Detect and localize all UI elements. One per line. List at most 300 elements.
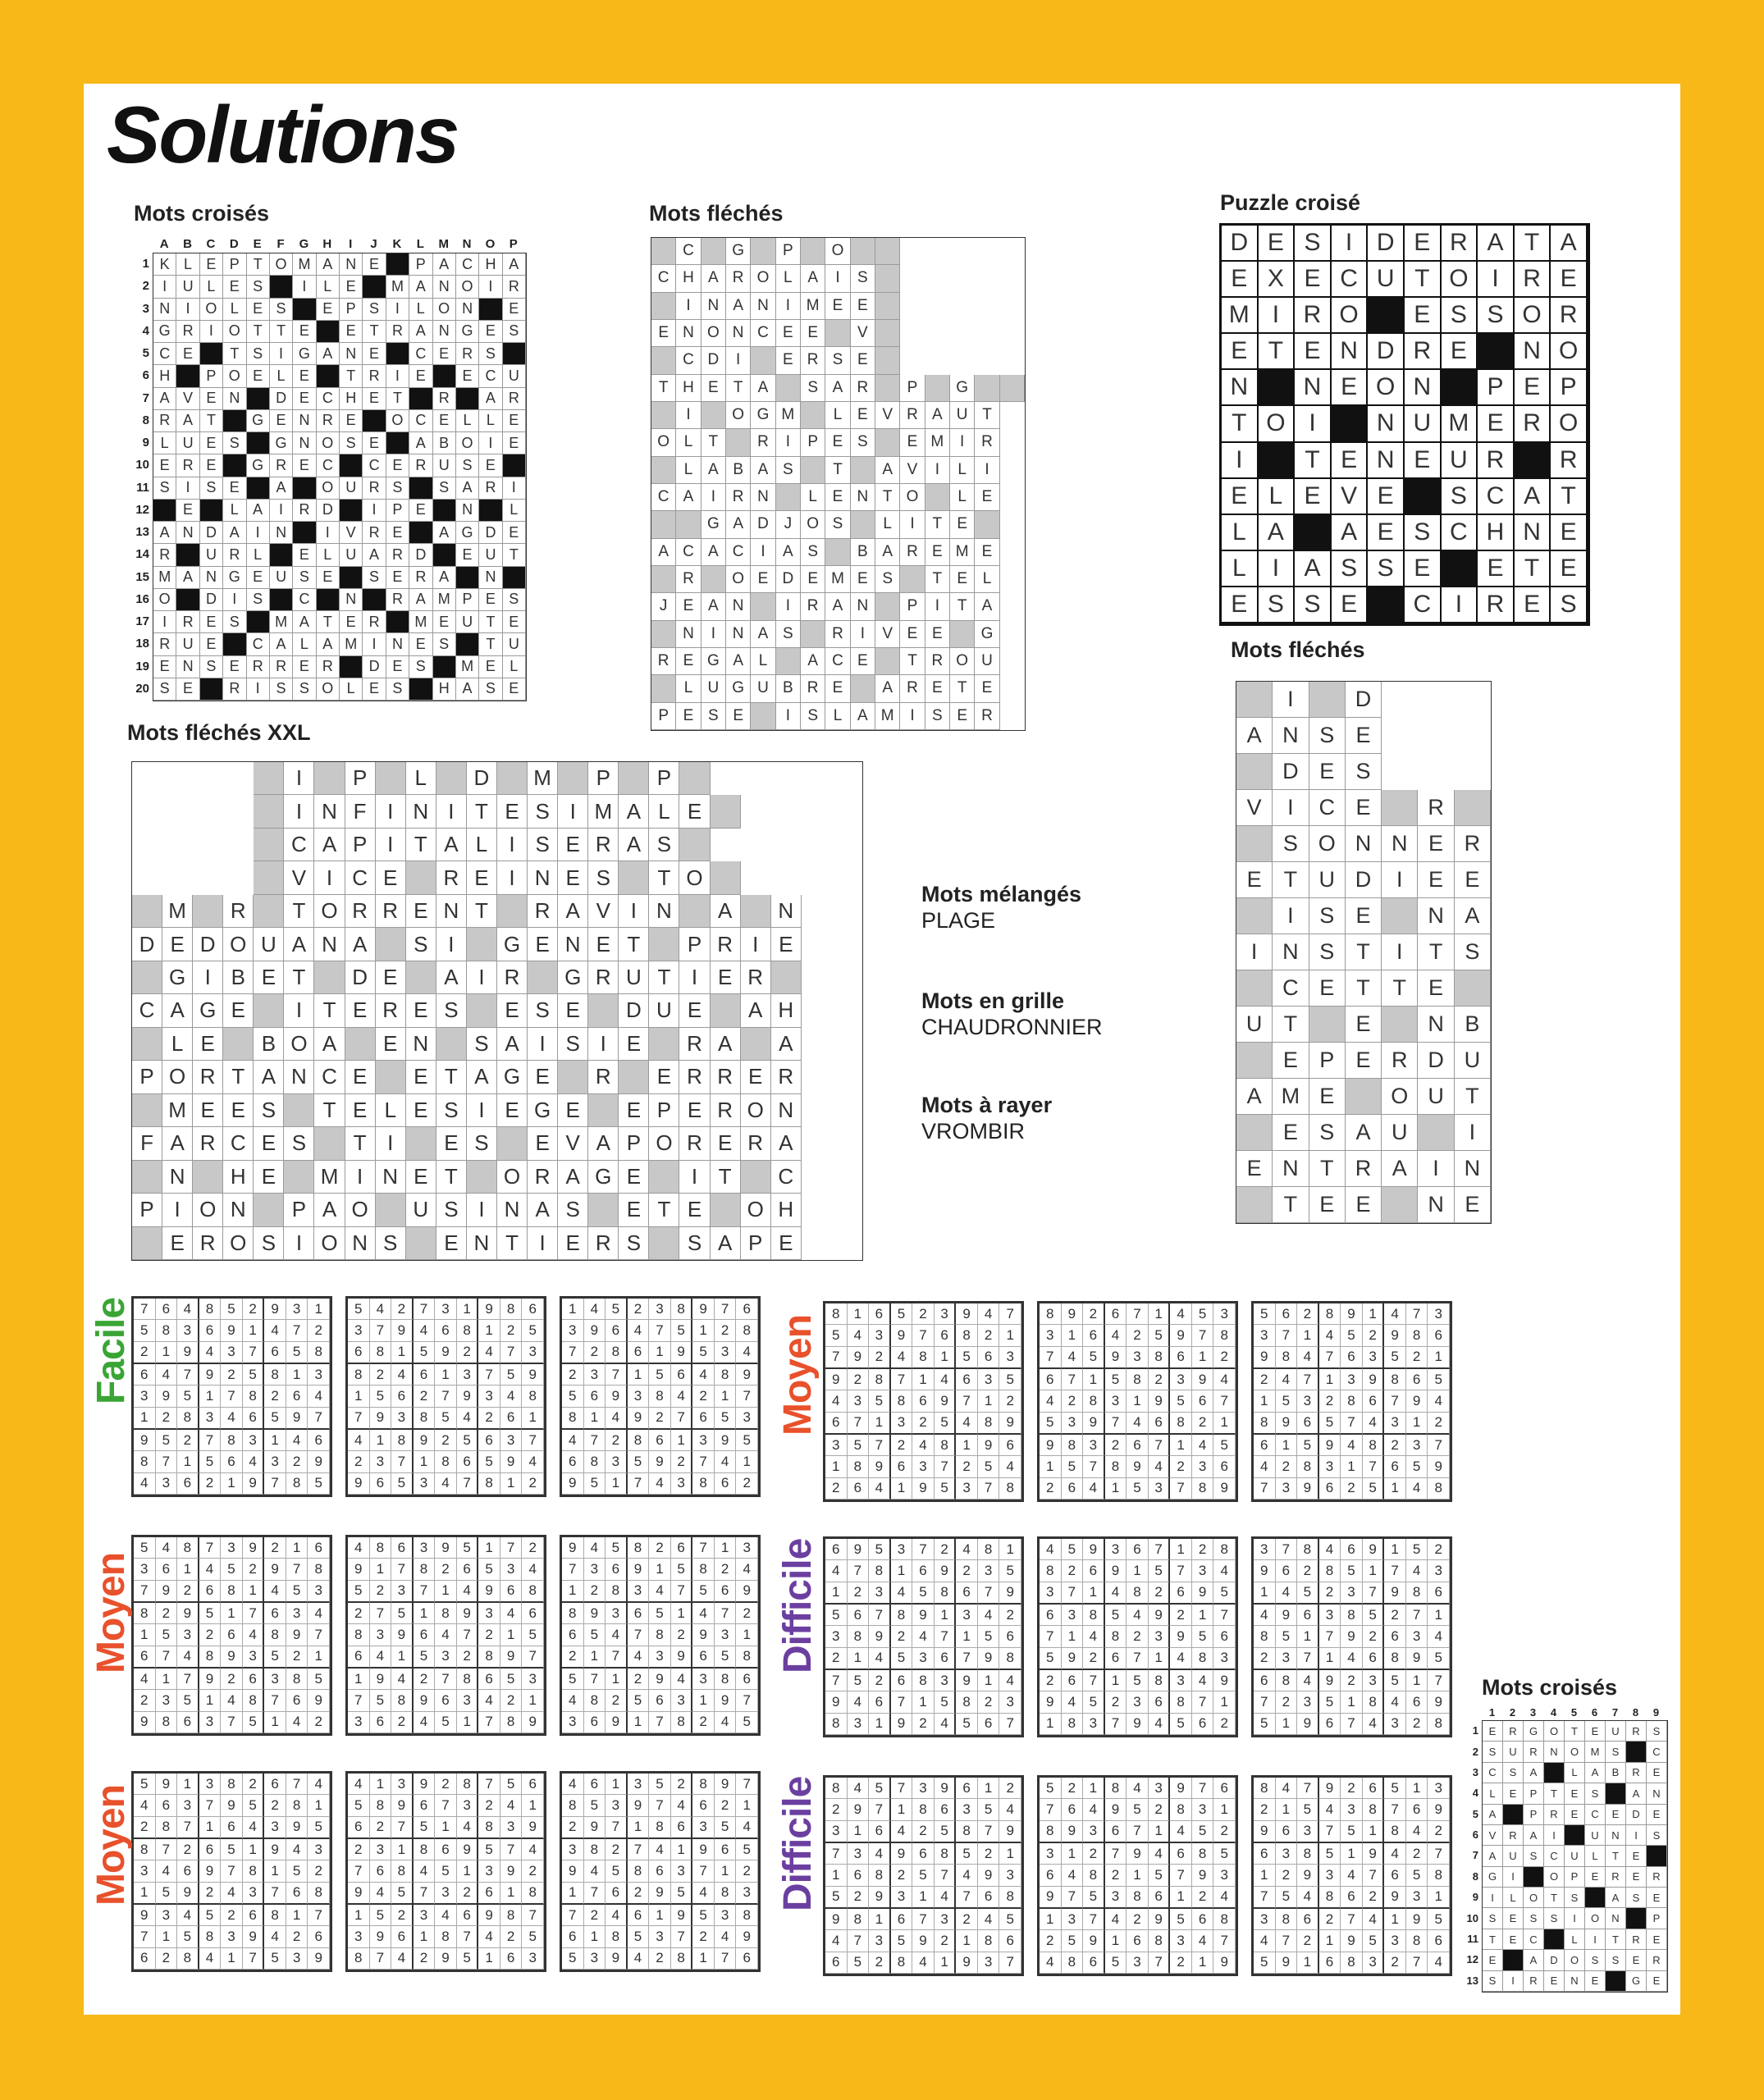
sudoku-cell: 2: [671, 1451, 693, 1472]
sudoku-cell: 9: [999, 1413, 1021, 1435]
sudoku-cell: 4: [370, 1883, 392, 1905]
sudoku-cell: 7: [177, 1669, 199, 1690]
arrow-words-grid-blank-area: [925, 265, 950, 292]
sudoku-cell: 1: [1062, 1843, 1084, 1865]
crossword-grid-cell: U: [176, 432, 199, 454]
xxl-grid-cell: R: [376, 895, 406, 928]
arrow-words-grid-cell: E: [825, 484, 850, 511]
crossword-small-grid-cell: S: [1524, 1908, 1544, 1929]
arrow-words-grid-cell: L: [676, 457, 701, 484]
sudoku-cell: 1: [1341, 1691, 1363, 1713]
arrow-words-grid-cell: C: [751, 320, 775, 347]
sudoku-cell: 1: [1297, 1325, 1319, 1346]
sudoku-cell: 6: [1192, 1390, 1214, 1412]
crossword-grid-cell: D: [317, 500, 340, 522]
sudoku-cell: 6: [825, 1952, 848, 1974]
sudoku-cell: 2: [370, 1817, 392, 1839]
arrow-words-2-grid-cell: A: [1455, 898, 1491, 934]
sudoku-cell: 5: [348, 1795, 370, 1816]
sudoku-cell: 6: [1170, 1843, 1192, 1865]
arrow-words-2-grid-clue-cell: [1236, 826, 1273, 862]
sudoku-cell: 6: [825, 1539, 848, 1560]
crossword-grid-black-cell: [433, 544, 456, 566]
crossword-grid-cell: R: [409, 567, 432, 589]
arrow-words-2-grid-cell: S: [1309, 718, 1346, 754]
sudoku-cell: 5: [1149, 1865, 1171, 1886]
puzzle-grid-cell: E: [1332, 587, 1369, 623]
xxl-grid-cell: I: [467, 961, 497, 994]
sudoku-cell: 6: [1213, 1778, 1236, 1799]
sudoku-cell: 8: [478, 1646, 500, 1669]
sudoku-cell: 4: [978, 1605, 1000, 1626]
crossword-small-grid-cell: S: [1503, 1763, 1524, 1783]
xxl-grid-cell: S: [436, 994, 467, 1027]
xxl-grid-cell: N: [528, 861, 558, 894]
sudoku-cell: 2: [1170, 1456, 1192, 1477]
sudoku-cell: 8: [435, 1603, 457, 1624]
xxl-grid-cell: C: [314, 1061, 345, 1093]
crossword-grid-cell: R: [456, 343, 479, 365]
sudoku-cell: 6: [1040, 1605, 1062, 1626]
sudoku-cell: 8: [156, 1817, 178, 1839]
crossword-grid-cell: D: [270, 388, 293, 410]
sudoku-cell: 4: [628, 1948, 650, 1970]
arrow-words-grid-cell: A: [801, 648, 825, 675]
crossword-small-row-label: 6: [1472, 1828, 1478, 1842]
crossword-grid-cell: R: [176, 611, 199, 633]
crossword-grid-cell: P: [200, 365, 223, 387]
xxl-grid-cell: F: [132, 1127, 162, 1160]
sudoku-cell: 8: [391, 1430, 414, 1451]
arrow-words-grid-cell: H: [676, 375, 701, 402]
sudoku-cell: 5: [1406, 1865, 1428, 1886]
arrow-words-grid-cell: E: [950, 566, 975, 593]
arrow-words-grid-blank-area: [1000, 320, 1025, 347]
xxl-grid-cell: I: [314, 861, 345, 894]
xxl-grid-cell: A: [711, 895, 741, 928]
sudoku-cell: 5: [286, 1860, 308, 1882]
sudoku-cell: 4: [671, 1669, 693, 1690]
crossword-grid-black-cell: [270, 589, 293, 611]
sudoku-cell: 7: [177, 1364, 199, 1386]
sudoku-cell: 5: [1428, 1648, 1450, 1670]
sudoku-cell: 2: [1126, 1325, 1149, 1346]
arrow-words-grid-clue-cell: [875, 347, 900, 374]
sudoku-cell: 4: [1276, 1582, 1298, 1605]
sudoku-cell: 5: [1213, 1582, 1236, 1605]
sudoku-cell: 2: [562, 1364, 584, 1386]
sudoku-cell: 7: [999, 1952, 1021, 1974]
crossword-grid-cell: A: [153, 522, 176, 544]
sudoku-cell: 4: [1363, 1909, 1385, 1930]
crossword-grid-cell: E: [200, 253, 223, 276]
sudoku-cell: 6: [912, 1843, 935, 1865]
sudoku-cell: 1: [1319, 1648, 1341, 1670]
sudoku-cell: 5: [1384, 1670, 1406, 1691]
sudoku-cell: 5: [1384, 1347, 1406, 1369]
xxl-grid-cell: P: [619, 1127, 649, 1160]
xxl-grid-cell: C: [284, 829, 314, 861]
sudoku-cell: 2: [1384, 1435, 1406, 1456]
sudoku-cell: 8: [1213, 1325, 1236, 1346]
crossword-grid-black-cell: [479, 299, 502, 321]
xxl-grid-cell: M: [314, 1161, 345, 1194]
arrow-words-grid-cell: A: [975, 593, 999, 620]
sudoku-cell: 6: [348, 1646, 370, 1669]
puzzle-grid-cell: N: [1222, 370, 1259, 406]
crossword-small-grid-cell: R: [1626, 1929, 1647, 1950]
sudoku-cell: 3: [649, 1646, 671, 1669]
sudoku-cell: 9: [1192, 1865, 1214, 1886]
xxl-grid-cell: R: [588, 1061, 619, 1093]
crossword-grid-cell: D: [200, 522, 223, 544]
sudoku-cell: 2: [999, 1778, 1021, 1799]
sudoku-cell: 5: [1105, 1605, 1127, 1626]
crossword-grid-cell: L: [317, 544, 340, 566]
sudoku-cell: 3: [134, 1559, 156, 1580]
xxl-grid-cell: L: [406, 762, 436, 795]
sudoku-cell: 7: [1363, 1582, 1385, 1605]
sudoku-cell: 8: [1276, 1347, 1298, 1369]
crossword-small-grid-cell: I: [1585, 1929, 1606, 1950]
sudoku-cell: 8: [243, 1860, 265, 1882]
arrow-words-grid-blank-area: [1000, 593, 1025, 620]
crossword-grid-black-cell: [340, 454, 363, 477]
puzzle-grid-cell: S: [1368, 551, 1405, 587]
crossword-grid-black-cell: [409, 388, 432, 410]
sudoku-cell: 9: [1105, 1560, 1127, 1582]
sudoku-cell: 5: [999, 1909, 1021, 1930]
xxl-grid-blank-area: [802, 928, 832, 961]
arrow-words-2-grid-cell: M: [1273, 1079, 1309, 1115]
arrow-words-grid-cell: E: [925, 675, 950, 702]
sudoku-cell: 5: [1319, 1691, 1341, 1713]
sudoku-cell: 6: [156, 1795, 178, 1816]
arrow-words-grid-cell: S: [776, 457, 801, 484]
puzzle-grid-cell: N: [1368, 406, 1405, 442]
sudoku-cell: 6: [1040, 1369, 1062, 1390]
sudoku-cell: 1: [715, 1860, 737, 1882]
sudoku-cell: 5: [264, 1646, 286, 1669]
sudoku-cell: 6: [562, 1926, 584, 1947]
crossword-grid-black-cell: [247, 611, 270, 633]
sudoku-cell: 1: [414, 1451, 436, 1472]
sudoku-cell: 7: [286, 1774, 308, 1795]
xxl-grid-cell: T: [314, 1094, 345, 1127]
arrow-words-grid-cell: R: [651, 648, 676, 675]
sudoku-cell: 2: [1040, 1930, 1062, 1952]
crossword-grid-cell: R: [317, 410, 340, 432]
sudoku-cell: 6: [1319, 1952, 1341, 1974]
sudoku-cell: 6: [1319, 1714, 1341, 1735]
crossword-grid-cell: A: [409, 276, 432, 298]
sudoku-cell: 8: [956, 1691, 978, 1713]
puzzle-grid-cell: M: [1442, 406, 1478, 442]
crossword-grid-cell: T: [503, 544, 526, 566]
sudoku-cell: 4: [956, 1413, 978, 1435]
sudoku-cell: 9: [1149, 1909, 1171, 1930]
xxl-grid-cell: S: [528, 829, 558, 861]
sudoku-cell: 9: [999, 1821, 1021, 1843]
xxl-grid-cell: R: [741, 1127, 771, 1160]
sudoku-cell: 2: [825, 1478, 848, 1500]
crossword-grid-cell: R: [479, 477, 502, 500]
sudoku-cell: 7: [522, 1430, 544, 1451]
xxl-grid-clue-cell: [254, 829, 284, 861]
sudoku-cell: 9: [1341, 1930, 1363, 1952]
crossword-grid-black-cell: [409, 678, 432, 701]
xxl-grid-clue-cell: [497, 895, 528, 928]
sudoku-cell: 9: [1254, 1821, 1276, 1843]
crossword-small-grid-cell: T: [1544, 1888, 1565, 1908]
crossword-grid-cell: T: [479, 633, 502, 655]
sudoku-cell: 2: [1149, 1369, 1171, 1390]
crossword-grid-cell: E: [386, 454, 409, 477]
sudoku-cell: 6: [956, 1582, 978, 1605]
sudoku-cell: 6: [692, 1408, 715, 1430]
sudoku-cell: 8: [286, 1473, 308, 1495]
crossword-grid-cell: P: [409, 253, 432, 276]
sudoku-cell: 2: [308, 1712, 330, 1733]
sudoku-cell: 8: [606, 1581, 628, 1603]
sudoku-cell: 4: [177, 1299, 199, 1320]
sudoku-cell: 3: [457, 1795, 479, 1816]
xxl-grid-clue-cell: [254, 762, 284, 795]
sudoku-cell: 2: [1319, 1909, 1341, 1930]
sudoku-cell: 2: [825, 1648, 848, 1670]
sudoku-cell: 3: [935, 1670, 957, 1691]
sudoku-cell: 3: [1363, 1670, 1385, 1691]
sudoku-cell: 6: [1170, 1582, 1192, 1605]
sudoku-cell: 1: [935, 1605, 957, 1626]
xxl-grid-blank-area: [193, 795, 223, 828]
sudoku-cell: 4: [156, 1537, 178, 1559]
sudoku-cell: 7: [825, 1670, 848, 1691]
sudoku-cell: 8: [1276, 1670, 1298, 1691]
sudoku-cell: 3: [1040, 1843, 1062, 1865]
arrow-words-grid-cell: I: [925, 593, 950, 620]
crossword-grid-cell: E: [386, 656, 409, 678]
sudoku-cell: 2: [1149, 1799, 1171, 1820]
sudoku-cell: 5: [825, 1887, 848, 1909]
sudoku-cell: 6: [1040, 1865, 1062, 1886]
sudoku-cell: 9: [1062, 1648, 1084, 1670]
sudoku-cell: 1: [1254, 1865, 1276, 1886]
crossword-grid-black-cell: [386, 611, 409, 633]
sudoku-cell: 1: [500, 1624, 523, 1646]
crossword-grid-cell: L: [247, 544, 270, 566]
sudoku-cell: 1: [199, 1817, 222, 1839]
xxl-grid-blank-area: [802, 961, 832, 994]
sudoku-cell: 4: [348, 1774, 370, 1795]
sudoku-cell: 6: [956, 1369, 978, 1390]
sudoku-cell: 2: [956, 1909, 978, 1930]
sudoku-cell: 2: [1105, 1435, 1127, 1456]
sudoku-cell: 1: [1126, 1865, 1149, 1886]
xxl-grid-blank-area: [832, 1061, 862, 1093]
sudoku-cell: 2: [1406, 1714, 1428, 1735]
sudoku-cell: 9: [1126, 1714, 1149, 1735]
sudoku-cell: 7: [825, 1843, 848, 1865]
sudoku-cell: 6: [391, 1386, 414, 1407]
sudoku-cell: 1: [370, 1774, 392, 1795]
crossword-grid-cell: L: [479, 410, 502, 432]
sudoku-cell: 1: [1384, 1909, 1406, 1930]
crossword-small-grid-cell: R: [1503, 1721, 1524, 1742]
crossword-grid-cell: G: [153, 321, 176, 343]
sudoku-cell: 7: [286, 1320, 308, 1341]
sudoku-cell: 1: [1363, 1560, 1385, 1582]
crossword-grid-cell: R: [270, 656, 293, 678]
sudoku-cell: 8: [606, 1342, 628, 1364]
sudoku-cell: 2: [221, 1669, 243, 1690]
sudoku-cell: 7: [156, 1646, 178, 1669]
sudoku-cell: 6: [935, 1648, 957, 1670]
xxl-grid-cell: A: [588, 1127, 619, 1160]
sudoku-cell: 5: [199, 1603, 222, 1624]
sudoku-cell: 8: [177, 1948, 199, 1970]
sudoku-cell: 5: [435, 1408, 457, 1430]
sudoku-cell: 9: [1213, 1670, 1236, 1691]
sudoku-cell: 7: [370, 1948, 392, 1970]
xxl-grid-cell: G: [528, 1094, 558, 1127]
sudoku-cell: 8: [935, 1582, 957, 1605]
arrow-words-2-grid-cell: E: [1418, 826, 1454, 862]
sudoku-cell: 5: [134, 1320, 156, 1341]
sudoku-cell: 9: [177, 1342, 199, 1364]
arrow-words-grid-clue-cell: [851, 457, 875, 484]
sudoku-cell: 2: [1363, 1626, 1385, 1647]
xxl-grid-cell: S: [588, 861, 619, 894]
arrow-words-2-grid-clue-cell: [1382, 790, 1418, 826]
arrow-words-2-grid-cell: A: [1346, 1115, 1382, 1151]
crossword-grid-cell: C: [363, 454, 386, 477]
sudoku-cell: 1: [628, 1712, 650, 1733]
sudoku-cell: 3: [848, 1843, 870, 1865]
sudoku-cell: 5: [606, 1860, 628, 1882]
sudoku-cell: 1: [1083, 1778, 1105, 1799]
xxl-grid-cell: R: [711, 928, 741, 961]
arrow-words-grid-clue-cell: [701, 566, 726, 593]
sudoku-cell: 6: [935, 1799, 957, 1820]
xxl-grid-cell: E: [619, 1194, 649, 1226]
crossword-small-column-label: 1: [1488, 1706, 1496, 1719]
sudoku-cell: 8: [308, 1883, 330, 1905]
xxl-grid-clue-cell: [649, 1161, 679, 1194]
sudoku-cell: 5: [243, 1712, 265, 1733]
puzzle-grid-cell: S: [1442, 298, 1478, 334]
sudoku-cell: 6: [978, 1887, 1000, 1909]
puzzle-grid-black-cell: [1368, 298, 1405, 334]
sudoku-cell: 3: [1170, 1369, 1192, 1390]
arrow-words-grid-cell: S: [851, 429, 875, 456]
sudoku-cell: 9: [891, 1843, 913, 1865]
sudoku-cell: 8: [457, 1774, 479, 1795]
sudoku-cell: 3: [264, 1669, 286, 1690]
xxl-grid-cell: N: [345, 1227, 376, 1260]
sudoku-cell: 6: [1083, 1952, 1105, 1974]
crossword-small-grid-black-cell: [1503, 1950, 1524, 1970]
sudoku-cell: 6: [999, 1626, 1021, 1647]
sudoku-cell: 1: [715, 1537, 737, 1559]
sudoku-cell: 2: [736, 1860, 758, 1882]
xxl-grid-cell: I: [679, 1161, 710, 1194]
sudoku-cell: 8: [848, 1456, 870, 1477]
sudoku-cell: 9: [848, 1347, 870, 1369]
sudoku-cell: 4: [999, 1670, 1021, 1691]
sudoku-cell: 7: [1149, 1952, 1171, 1974]
sudoku-cell: 8: [584, 1451, 606, 1472]
arrow-words-2-grid-blank-area: [1382, 682, 1418, 718]
sudoku-cell: 9: [912, 1930, 935, 1952]
sudoku-cell: 1: [606, 1473, 628, 1495]
sudoku-cell: 9: [1083, 1413, 1105, 1435]
sudoku-cell: 7: [264, 1473, 286, 1495]
crossword-small-grid-cell: U: [1565, 1846, 1585, 1866]
crossword-grid-cell: I: [153, 611, 176, 633]
sudoku-cell: 8: [671, 1712, 693, 1733]
sudoku-cell: 3: [1276, 1648, 1298, 1670]
xxl-grid-cell: O: [314, 1227, 345, 1260]
sudoku-cell: 9: [562, 1860, 584, 1882]
sudoku-cell: 6: [1363, 1390, 1385, 1412]
puzzle-grid-cell: E: [1551, 515, 1588, 551]
puzzle-grid-cell: O: [1368, 370, 1405, 406]
sudoku-cell: 1: [370, 1430, 392, 1451]
xxl-grid-blank-area: [223, 861, 254, 894]
crossword-grid-cell: E: [200, 611, 223, 633]
xxl-grid-clue-cell: [467, 928, 497, 961]
sudoku-cell: 9: [869, 1626, 891, 1647]
sudoku-cell: 8: [1170, 1799, 1192, 1820]
xxl-grid-cell: E: [406, 895, 436, 928]
crossword-grid-cell: E: [386, 522, 409, 544]
sudoku-cell: 4: [1297, 1887, 1319, 1909]
xxl-grid-cell: R: [376, 994, 406, 1027]
arrow-words-2-grid-cell: U: [1309, 862, 1346, 898]
arrow-words-grid-clue-cell: [851, 238, 875, 265]
sudoku-cell: 7: [243, 1342, 265, 1364]
sudoku-cell: 4: [286, 1712, 308, 1733]
xxl-grid-cell: A: [741, 994, 771, 1027]
sudoku-cell: 2: [956, 1560, 978, 1582]
sudoku-cell: 8: [1406, 1325, 1428, 1346]
crossword-grid-cell: I: [386, 365, 409, 387]
crossword-small-grid-cell: E: [1647, 1888, 1667, 1908]
sudoku-cell: 7: [1254, 1691, 1276, 1713]
xxl-grid-cell: O: [223, 1227, 254, 1260]
sudoku-cell: 5: [825, 1605, 848, 1626]
sudoku-cell: 4: [1170, 1303, 1192, 1325]
sudoku-cell: 6: [156, 1559, 178, 1580]
sudoku-cell: 4: [199, 1342, 222, 1364]
sudoku-cell: 7: [891, 1691, 913, 1713]
sudoku-cell: 2: [736, 1473, 758, 1495]
sudoku-cell: 8: [391, 1690, 414, 1711]
sudoku-cell: 7: [1083, 1456, 1105, 1477]
crossword-small-grid-cell: I: [1626, 1825, 1647, 1846]
arrow-words-grid-cell: S: [801, 703, 825, 730]
xxl-grid-clue-cell: [254, 861, 284, 894]
arrow-words-grid-cell: T: [925, 566, 950, 593]
sudoku-cell: 2: [391, 1299, 414, 1320]
sudoku-cell: 7: [671, 1408, 693, 1430]
xxl-grid-clue-cell: [679, 829, 710, 861]
arrow-words-grid-cell: S: [851, 265, 875, 292]
sudoku-cell: 5: [1149, 1325, 1171, 1346]
sudoku-cell: 6: [715, 1581, 737, 1603]
crossword-grid-cell: E: [340, 611, 363, 633]
